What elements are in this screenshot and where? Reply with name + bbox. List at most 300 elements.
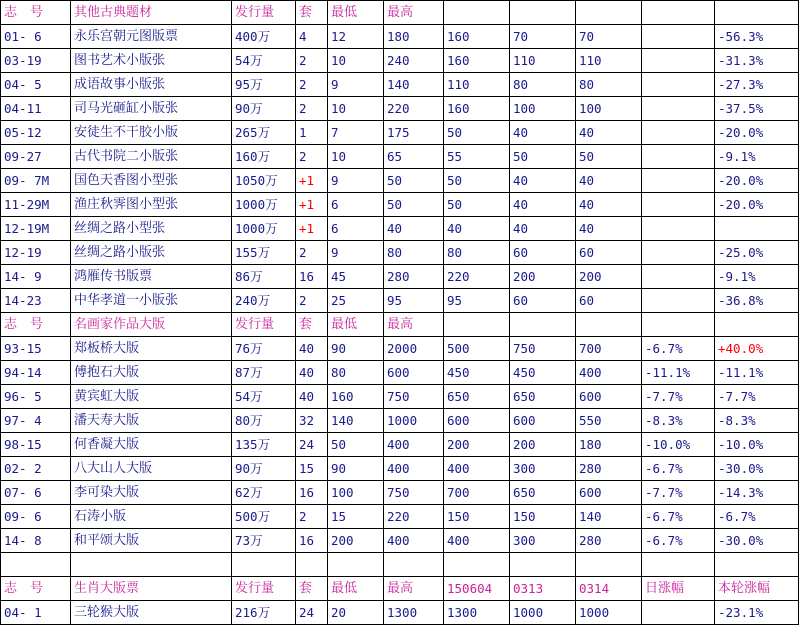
cell-name: 国色天香图小型张: [71, 169, 232, 193]
cell-serial: 07- 6: [1, 481, 71, 505]
cell-round-change: -27.3%: [715, 73, 799, 97]
cell-round-change: -20.0%: [715, 193, 799, 217]
cell-low: 7: [328, 121, 384, 145]
cell-round-change: [715, 217, 799, 241]
cell-round-change: -9.1%: [715, 145, 799, 169]
cell-name: 成语故事小版张: [71, 73, 232, 97]
cell-serial: 03-19: [1, 49, 71, 73]
header-issue: 发行量: [232, 313, 296, 337]
cell-price-1: 110: [444, 73, 510, 97]
cell-high: 50: [384, 193, 444, 217]
cell-issue: 54万: [232, 49, 296, 73]
cell-round-change: -25.0%: [715, 241, 799, 265]
empty-cell: [328, 553, 384, 577]
cell-price-1: 650: [444, 385, 510, 409]
cell-price-2: 40: [510, 121, 576, 145]
cell-high: 220: [384, 505, 444, 529]
section-header-row: [1, 1, 799, 25]
cell-price-2: 100: [510, 97, 576, 121]
header-issue: 发行量: [232, 1, 296, 25]
cell-daily-change: [642, 601, 715, 625]
cell-high: 80: [384, 241, 444, 265]
cell-high: 175: [384, 121, 444, 145]
cell-set: 16: [296, 481, 328, 505]
cell-issue: 86万: [232, 265, 296, 289]
cell-daily-change: [642, 97, 715, 121]
cell-set: +1: [296, 217, 328, 241]
cell-name: 丝绸之路小版张: [71, 241, 232, 265]
cell-price-3: 550: [576, 409, 642, 433]
cell-name: 李可染大版: [71, 481, 232, 505]
cell-low: 20: [328, 601, 384, 625]
cell-low: 90: [328, 337, 384, 361]
cell-serial: 02- 2: [1, 457, 71, 481]
header-price-1: [444, 313, 510, 337]
cell-price-2: 1000: [510, 601, 576, 625]
cell-round-change: -30.0%: [715, 529, 799, 553]
cell-price-3: 40: [576, 217, 642, 241]
cell-price-1: 40: [444, 217, 510, 241]
cell-serial: 14- 8: [1, 529, 71, 553]
cell-low: 100: [328, 481, 384, 505]
header-serial: 志 号: [1, 1, 71, 25]
cell-serial: 14-23: [1, 289, 71, 313]
table-row: [1, 505, 799, 529]
cell-set: 16: [296, 265, 328, 289]
cell-round-change: -10.0%: [715, 433, 799, 457]
table-row: [1, 385, 799, 409]
cell-serial: 97- 4: [1, 409, 71, 433]
cell-low: 6: [328, 217, 384, 241]
cell-set: 2: [296, 241, 328, 265]
cell-price-1: 450: [444, 361, 510, 385]
cell-price-3: 50: [576, 145, 642, 169]
cell-low: 9: [328, 73, 384, 97]
cell-daily-change: [642, 49, 715, 73]
header-price-2: [510, 313, 576, 337]
cell-daily-change: [642, 241, 715, 265]
cell-name: 渔庄秋霁图小型张: [71, 193, 232, 217]
cell-daily-change: [642, 169, 715, 193]
table-row: [1, 481, 799, 505]
cell-price-1: 400: [444, 529, 510, 553]
cell-issue: 95万: [232, 73, 296, 97]
cell-issue: 1000万: [232, 217, 296, 241]
cell-price-2: 600: [510, 409, 576, 433]
table-row: [1, 529, 799, 553]
table-row: [1, 25, 799, 49]
cell-low: 140: [328, 409, 384, 433]
cell-price-1: 95: [444, 289, 510, 313]
table-row: [1, 193, 799, 217]
header-high: 最高: [384, 1, 444, 25]
header-low: 最低: [328, 313, 384, 337]
cell-name: 三轮猴大版: [71, 601, 232, 625]
cell-name: 安徒生不干胶小版: [71, 121, 232, 145]
header-high: 最高: [384, 577, 444, 601]
cell-high: 95: [384, 289, 444, 313]
cell-issue: 62万: [232, 481, 296, 505]
cell-daily-change: [642, 289, 715, 313]
cell-price-3: 600: [576, 385, 642, 409]
cell-price-1: 500: [444, 337, 510, 361]
cell-price-2: 80: [510, 73, 576, 97]
cell-high: 1000: [384, 409, 444, 433]
cell-issue: 80万: [232, 409, 296, 433]
cell-daily-change: [642, 193, 715, 217]
empty-cell: [384, 553, 444, 577]
cell-price-2: 110: [510, 49, 576, 73]
cell-price-3: 60: [576, 289, 642, 313]
cell-price-3: 100: [576, 97, 642, 121]
cell-daily-change: -8.3%: [642, 409, 715, 433]
cell-daily-change: [642, 121, 715, 145]
cell-price-2: 750: [510, 337, 576, 361]
cell-serial: 05-12: [1, 121, 71, 145]
empty-cell: [642, 553, 715, 577]
table-row: [1, 145, 799, 169]
cell-price-1: 200: [444, 433, 510, 457]
cell-daily-change: -10.0%: [642, 433, 715, 457]
cell-price-3: 40: [576, 169, 642, 193]
cell-round-change: -14.3%: [715, 481, 799, 505]
cell-name: 石涛小版: [71, 505, 232, 529]
cell-set: 2: [296, 49, 328, 73]
cell-round-change: -8.3%: [715, 409, 799, 433]
empty-cell: [444, 553, 510, 577]
empty-cell: [296, 553, 328, 577]
cell-high: 240: [384, 49, 444, 73]
table-row: [1, 265, 799, 289]
table-row: [1, 49, 799, 73]
cell-name: 永乐宫朝元图版票: [71, 25, 232, 49]
cell-high: 140: [384, 73, 444, 97]
cell-high: 2000: [384, 337, 444, 361]
cell-low: 80: [328, 361, 384, 385]
table-row: [1, 409, 799, 433]
cell-name: 图书艺术小版张: [71, 49, 232, 73]
table-row: [1, 457, 799, 481]
cell-set: 2: [296, 73, 328, 97]
cell-issue: 1000万: [232, 193, 296, 217]
cell-price-1: 150: [444, 505, 510, 529]
cell-price-1: 600: [444, 409, 510, 433]
cell-price-2: 150: [510, 505, 576, 529]
cell-serial: 11-29M: [1, 193, 71, 217]
cell-low: 10: [328, 49, 384, 73]
header-price-2: 0313: [510, 577, 576, 601]
cell-price-3: 40: [576, 121, 642, 145]
empty-cell: [1, 553, 71, 577]
cell-daily-change: [642, 265, 715, 289]
cell-price-3: 80: [576, 73, 642, 97]
cell-high: 50: [384, 169, 444, 193]
cell-price-3: 1000: [576, 601, 642, 625]
header-name: 名画家作品大版: [71, 313, 232, 337]
header-price-1: 150604: [444, 577, 510, 601]
header-price-3: [576, 313, 642, 337]
empty-cell: [510, 553, 576, 577]
header-price-2: [510, 1, 576, 25]
cell-price-2: 40: [510, 217, 576, 241]
cell-daily-change: -6.7%: [642, 505, 715, 529]
header-price-1: [444, 1, 510, 25]
header-set: 套: [296, 313, 328, 337]
cell-daily-change: [642, 25, 715, 49]
cell-round-change: -31.3%: [715, 49, 799, 73]
cell-price-2: 200: [510, 265, 576, 289]
cell-round-change: -20.0%: [715, 121, 799, 145]
cell-issue: 90万: [232, 457, 296, 481]
cell-serial: 09-27: [1, 145, 71, 169]
cell-serial: 01- 6: [1, 25, 71, 49]
cell-round-change: -20.0%: [715, 169, 799, 193]
section-header-row: [1, 577, 799, 601]
cell-issue: 216万: [232, 601, 296, 625]
cell-issue: 400万: [232, 25, 296, 49]
cell-daily-change: -6.7%: [642, 337, 715, 361]
cell-set: 16: [296, 529, 328, 553]
cell-high: 65: [384, 145, 444, 169]
cell-set: 2: [296, 505, 328, 529]
header-daily-change: [642, 1, 715, 25]
cell-high: 750: [384, 385, 444, 409]
cell-name: 司马光砸缸小版张: [71, 97, 232, 121]
cell-low: 10: [328, 145, 384, 169]
header-daily-change: 日涨幅: [642, 577, 715, 601]
cell-serial: 96- 5: [1, 385, 71, 409]
header-name: 其他古典题材: [71, 1, 232, 25]
cell-high: 400: [384, 457, 444, 481]
table-row: [1, 217, 799, 241]
cell-low: 9: [328, 169, 384, 193]
cell-name: 和平颂大版: [71, 529, 232, 553]
cell-high: 220: [384, 97, 444, 121]
header-daily-change: [642, 313, 715, 337]
cell-round-change: -23.1%: [715, 601, 799, 625]
cell-daily-change: -6.7%: [642, 457, 715, 481]
cell-high: 400: [384, 529, 444, 553]
cell-low: 90: [328, 457, 384, 481]
cell-low: 160: [328, 385, 384, 409]
cell-low: 10: [328, 97, 384, 121]
cell-round-change: -9.1%: [715, 265, 799, 289]
cell-round-change: -37.5%: [715, 97, 799, 121]
cell-name: 中华孝道一小版张: [71, 289, 232, 313]
header-serial: 志 号: [1, 313, 71, 337]
cell-price-3: 280: [576, 457, 642, 481]
table-row: [1, 337, 799, 361]
header-round-change: [715, 1, 799, 25]
table-row: [1, 97, 799, 121]
header-serial: 志 号: [1, 577, 71, 601]
cell-low: 45: [328, 265, 384, 289]
cell-serial: 04-11: [1, 97, 71, 121]
header-round-change: 本轮涨幅: [715, 577, 799, 601]
cell-round-change: -30.0%: [715, 457, 799, 481]
header-set: 套: [296, 577, 328, 601]
cell-set: 15: [296, 457, 328, 481]
cell-name: 郑板桥大版: [71, 337, 232, 361]
empty-cell: [232, 553, 296, 577]
section-header-row: [1, 313, 799, 337]
cell-serial: 98-15: [1, 433, 71, 457]
cell-serial: 93-15: [1, 337, 71, 361]
cell-daily-change: [642, 145, 715, 169]
cell-issue: 160万: [232, 145, 296, 169]
cell-serial: 12-19M: [1, 217, 71, 241]
cell-set: 2: [296, 145, 328, 169]
cell-round-change: -56.3%: [715, 25, 799, 49]
table-row: [1, 361, 799, 385]
cell-issue: 73万: [232, 529, 296, 553]
cell-price-1: 220: [444, 265, 510, 289]
cell-high: 600: [384, 361, 444, 385]
cell-name: 八大山人大版: [71, 457, 232, 481]
empty-cell: [71, 553, 232, 577]
table-row: [1, 433, 799, 457]
cell-price-2: 300: [510, 457, 576, 481]
cell-issue: 135万: [232, 433, 296, 457]
cell-price-1: 160: [444, 97, 510, 121]
cell-serial: 09- 7M: [1, 169, 71, 193]
cell-price-1: 1300: [444, 601, 510, 625]
cell-set: 40: [296, 361, 328, 385]
cell-round-change: +40.0%: [715, 337, 799, 361]
cell-serial: 12-19: [1, 241, 71, 265]
cell-set: 32: [296, 409, 328, 433]
cell-set: 24: [296, 601, 328, 625]
cell-price-2: 450: [510, 361, 576, 385]
header-name: 生肖大版票: [71, 577, 232, 601]
table-row: [1, 73, 799, 97]
cell-issue: 265万: [232, 121, 296, 145]
header-issue: 发行量: [232, 577, 296, 601]
cell-daily-change: -7.7%: [642, 385, 715, 409]
cell-set: 40: [296, 337, 328, 361]
cell-serial: 04- 5: [1, 73, 71, 97]
cell-price-1: 160: [444, 49, 510, 73]
cell-price-3: 70: [576, 25, 642, 49]
cell-price-2: 40: [510, 169, 576, 193]
cell-price-3: 180: [576, 433, 642, 457]
cell-issue: 76万: [232, 337, 296, 361]
cell-price-2: 650: [510, 481, 576, 505]
cell-round-change: -6.7%: [715, 505, 799, 529]
cell-low: 12: [328, 25, 384, 49]
cell-price-3: 200: [576, 265, 642, 289]
cell-name: 丝绸之路小型张: [71, 217, 232, 241]
cell-issue: 90万: [232, 97, 296, 121]
cell-price-2: 60: [510, 241, 576, 265]
cell-price-3: 280: [576, 529, 642, 553]
table-body: [1, 1, 799, 625]
cell-high: 400: [384, 433, 444, 457]
cell-round-change: -11.1%: [715, 361, 799, 385]
cell-round-change: -36.8%: [715, 289, 799, 313]
cell-serial: 09- 6: [1, 505, 71, 529]
header-low: 最低: [328, 1, 384, 25]
cell-round-change: -7.7%: [715, 385, 799, 409]
cell-set: +1: [296, 193, 328, 217]
empty-cell: [576, 553, 642, 577]
cell-name: 古代书院二小版张: [71, 145, 232, 169]
cell-price-3: 40: [576, 193, 642, 217]
table-row: [1, 121, 799, 145]
cell-price-3: 140: [576, 505, 642, 529]
cell-set: 2: [296, 97, 328, 121]
cell-serial: 14- 9: [1, 265, 71, 289]
cell-issue: 500万: [232, 505, 296, 529]
cell-name: 何香凝大版: [71, 433, 232, 457]
cell-price-1: 55: [444, 145, 510, 169]
cell-price-3: 110: [576, 49, 642, 73]
cell-price-1: 50: [444, 193, 510, 217]
header-price-3: 0314: [576, 577, 642, 601]
cell-issue: 87万: [232, 361, 296, 385]
cell-price-2: 650: [510, 385, 576, 409]
cell-price-3: 60: [576, 241, 642, 265]
cell-price-1: 80: [444, 241, 510, 265]
cell-daily-change: [642, 217, 715, 241]
spacer-row: [1, 553, 799, 577]
cell-price-2: 40: [510, 193, 576, 217]
cell-daily-change: -7.7%: [642, 481, 715, 505]
cell-name: 鸿雁传书版票: [71, 265, 232, 289]
cell-price-3: 700: [576, 337, 642, 361]
cell-issue: 240万: [232, 289, 296, 313]
header-round-change: [715, 313, 799, 337]
cell-low: 15: [328, 505, 384, 529]
cell-daily-change: -11.1%: [642, 361, 715, 385]
cell-daily-change: -6.7%: [642, 529, 715, 553]
cell-price-2: 70: [510, 25, 576, 49]
cell-name: 傅抱石大版: [71, 361, 232, 385]
cell-price-1: 160: [444, 25, 510, 49]
cell-low: 200: [328, 529, 384, 553]
cell-price-1: 400: [444, 457, 510, 481]
cell-price-1: 50: [444, 169, 510, 193]
cell-high: 180: [384, 25, 444, 49]
cell-price-3: 400: [576, 361, 642, 385]
header-set: 套: [296, 1, 328, 25]
empty-cell: [715, 553, 799, 577]
header-high: 最高: [384, 313, 444, 337]
cell-set: +1: [296, 169, 328, 193]
cell-price-2: 50: [510, 145, 576, 169]
cell-price-2: 200: [510, 433, 576, 457]
cell-low: 9: [328, 241, 384, 265]
cell-serial: 94-14: [1, 361, 71, 385]
cell-set: 24: [296, 433, 328, 457]
cell-issue: 155万: [232, 241, 296, 265]
cell-price-2: 300: [510, 529, 576, 553]
table-row: [1, 289, 799, 313]
table-row: [1, 241, 799, 265]
cell-low: 25: [328, 289, 384, 313]
cell-price-1: 700: [444, 481, 510, 505]
cell-high: 280: [384, 265, 444, 289]
cell-set: 4: [296, 25, 328, 49]
cell-price-1: 50: [444, 121, 510, 145]
cell-daily-change: [642, 73, 715, 97]
cell-serial: 04- 1: [1, 601, 71, 625]
cell-set: 1: [296, 121, 328, 145]
cell-set: 40: [296, 385, 328, 409]
cell-name: 黄宾虹大版: [71, 385, 232, 409]
header-price-3: [576, 1, 642, 25]
cell-low: 6: [328, 193, 384, 217]
